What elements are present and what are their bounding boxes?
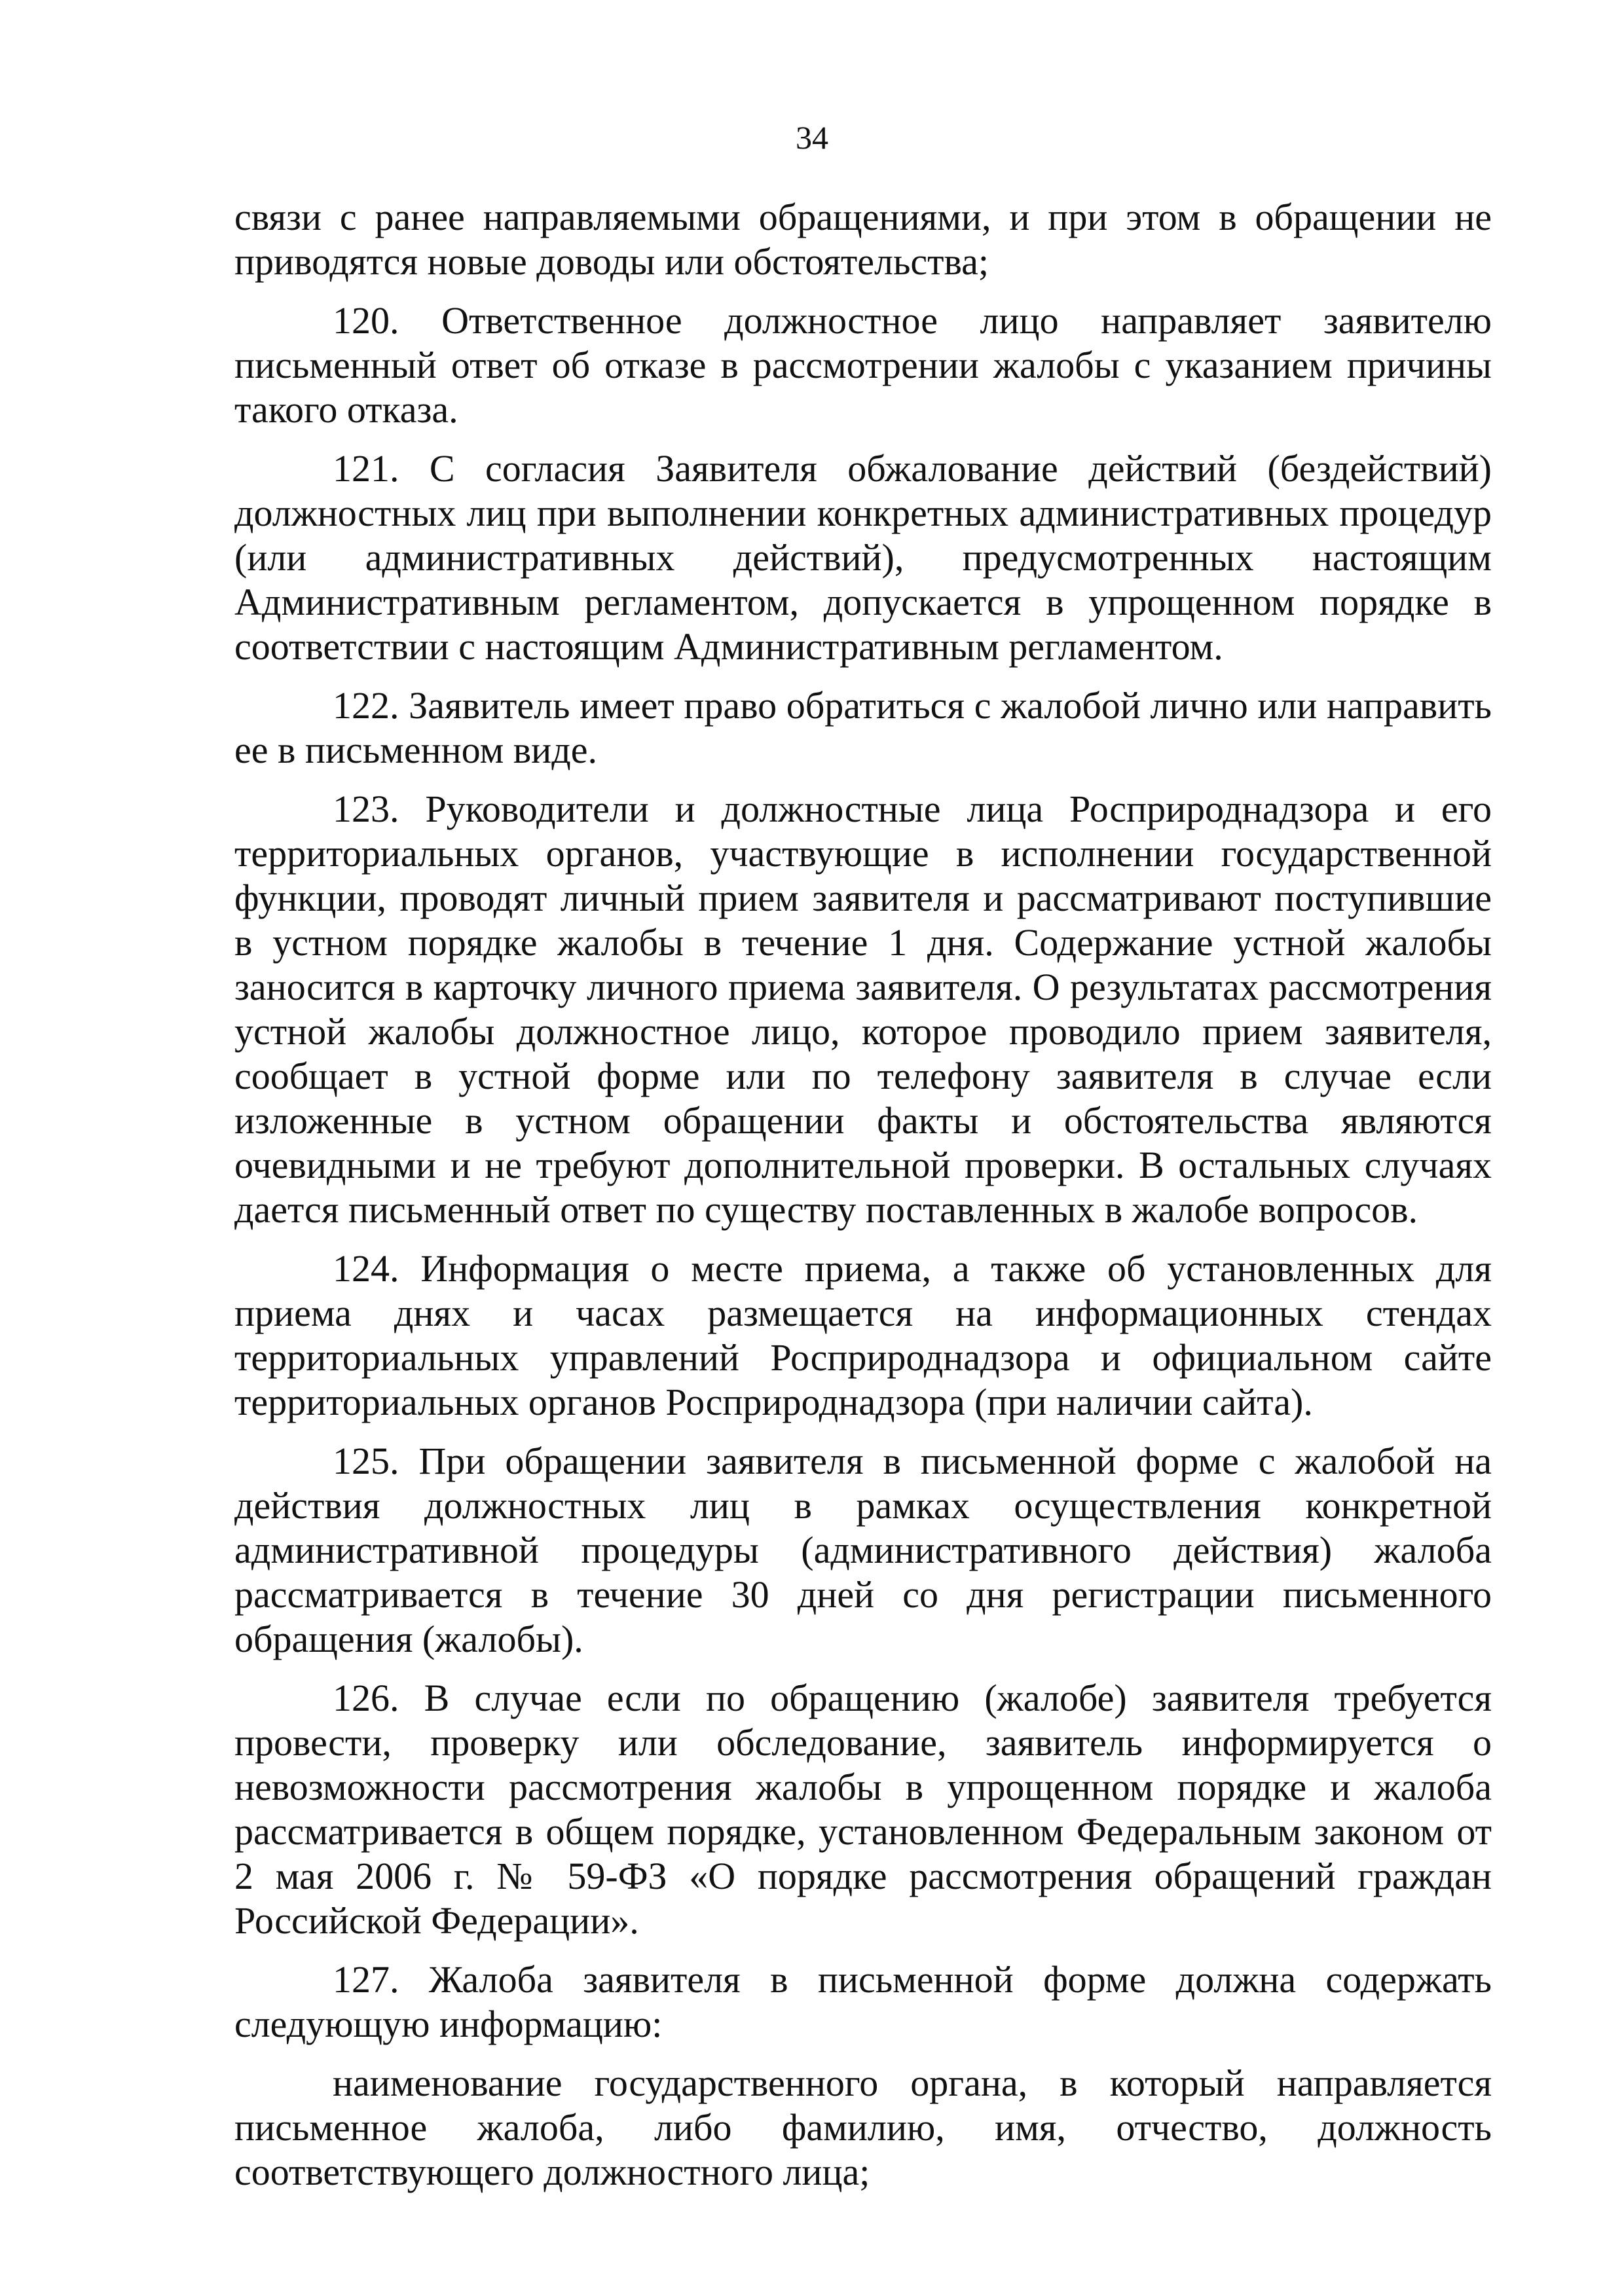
paragraph-121: 121. С согласия Заявителя обжалование действий (бездействий) должностных лиц при выполнении конкретных административных процедур (или административных действий), предусмотренных настоящим Административным регламентом, допускается в упрощенном порядке в соответствии с настоящим Административным регламентом.	[234, 447, 1492, 668]
paragraph-124: 124. Информация о месте приема, а также об установленных для приема днях и часах размещается на информационных стендах территориальных управлений Росприроднадзора и официальном сайте территориальных органов Росприроднадзора (при наличии сайта).	[234, 1247, 1492, 1423]
paragraph-120: 120. Ответственное должностное лицо направляет заявителю письменный ответ об отказе в рассмотрении жалобы с указанием причины такого отказа.	[234, 299, 1492, 431]
document-body	[234, 195, 1492, 2209]
paragraph-125: 125. При обращении заявителя в письменной форме с жалобой на действия должностных лиц в рамках осуществления конкретной административной процедуры (административного действия) жалоба рассматривается в течение 30 дней со дня регистрации письменного обращения (жалобы).	[234, 1440, 1492, 1660]
page-number: 34	[796, 119, 828, 156]
paragraph-list-item: наименование государственного органа, в который направляется письменное жалоба, либо фамилию, имя, отчество, должность соответствующего должностного лица;	[234, 2062, 1492, 2193]
paragraph-continuation: связи с ранее направляемыми обращениями, и при этом в обращении не приводятся новые доводы или обстоятельства;	[234, 196, 1492, 283]
paragraph-123: 123. Руководители и должностные лица Росприроднадзора и его территориальных органов, участвующие в исполнении государственной функции, проводят личный прием заявителя и рассматривают поступившие в устном порядке жалобы в течение 1 дня. Содержание устной жалобы заносится в карточку личного приема заявителя. О результатах рассмотрения устной жалобы должностное лицо, которое проводило прием заявителя, сообщает в устной форме или по телефону заявителя в случае если изложенные в устном обращении факты и обстоятельства являются очевидными и не требуют дополнительной проверки. В остальных случаях дается письменный ответ по существу поставленных в жалобе вопросов.	[234, 788, 1492, 1231]
paragraph-127: 127. Жалоба заявителя в письменной форме должна содержать следующую информацию:	[234, 1958, 1492, 2045]
paragraph-122: 122. Заявитель имеет право обратиться с жалобой лично или направить ее в письменном виде.	[234, 684, 1492, 771]
paragraph-126: 126. В случае если по обращению (жалобе) заявителя требуется провести, проверку или обследование, заявитель информируется о невозможности рассмотрения жалобы в упрощенном порядке и жалоба рассматривается в общем порядке, установленном Федеральным законом от 2 мая 2006 г. № 59-ФЗ «О порядке рассмотрения обращений граждан Российской Федерации».	[234, 1677, 1492, 1942]
